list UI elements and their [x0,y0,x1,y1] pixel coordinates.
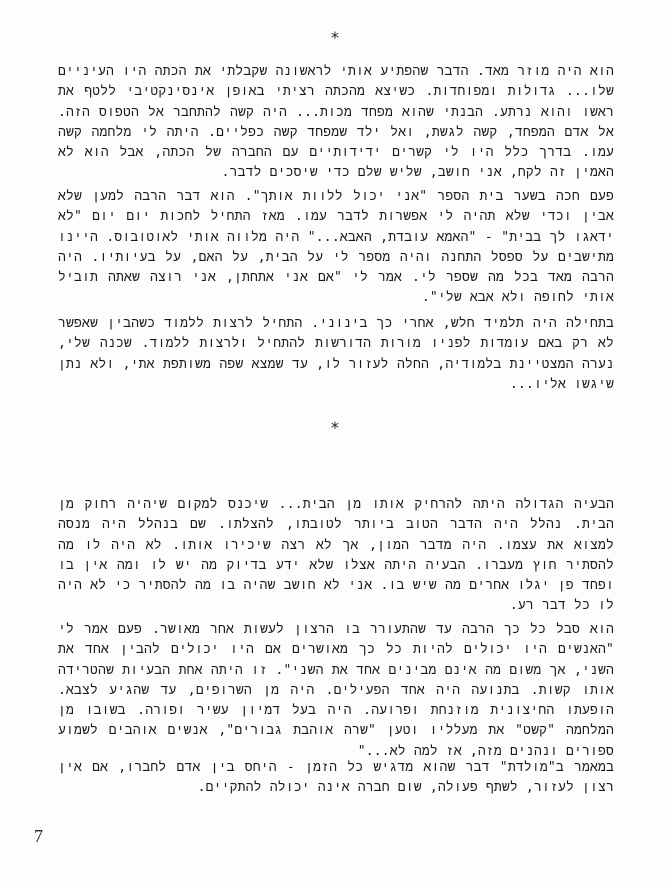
section-separator-middle: * [330,418,340,437]
section-separator-top: * [330,28,340,47]
paragraph-5: הוא סבל כל כך הרבה עד שהתעורר בו הרצון לעשות אחר מאושר. פעם אמר לי "האנשים היו יכולים להיות כל כך מאושרים אם היו יכולים להבין אחד את השני, אך משום מה אינם מבינים אחד את השני". זו היתה אחת הבעיות שהטרידה אותו קשות. בתנועה היה אחד הפעילים. היה מן השרופים, עד שהגיע לצבא. הופעתו החיצונית מוזנחת ופרועה. היה בעל דמיון עשיר ופורה. בשובו מן המלחמה "קשט" את מעלליו וטען "שרה אוהבת גבורים", אנשים אוהבים לשמוע ספורים ונהנים מזה, אז למה לא..." [58,622,614,759]
page-number: 7 [34,826,43,846]
paragraph-2: פעם חכה בשער בית הספר "אני יכול ללוות אותך". הוא דבר הרבה למען שלא אבין וכדי שלא תהיה לי אפשרות לדבר עמו. מאז התחיל לחכות יום יום "לא ידאגו לך בבית" - "האמא עובדת, האבא..." היה מלווה אותי לאוטובוס. היינו מתישבים על ספסל התחנה והיה מספר לי על הבית, על האם, על בעיותיו. היה הרבה מאד בכל מה שספר לי. אמר לי "אם אני אתחתן, אני רוצה שאתה תוביל אותי לחופה ולא אבא שלי". [58,189,614,306]
paragraph-1: הוא היה מוזר מאד. הדבר שהפתיע אותי לראשונה שקבלתי את הכתה היו העיניים שלו... גדולות ומפוחדות. כשיצא מהכתה רציתי באופן אינסינקטיבי ללטף את ראשו והוא נרתע. הבנתי שהוא מפחד מכות... היה קשה להתחבר אל הטפוס הזה. אל אדם המפחד, קשה לגשת, ואל ילד שמפחד קשה כפליים. היתה לי מלחמה קשה עמו. בדרך כלל היו לי קשרים ידידותיים עם החברה של הכתה, אבל הוא לא האמין זה לקח, אני חושב, שליש שלם כדי שיסכים לדבר. [58,64,614,181]
paragraph-4: הבעיה הגדולה היתה להרחיק אותו מן הבית... שיכנס למקום שיהיה רחוק מן הבית. נהלל היה הדבר הטוב ביותר לטובתו, להצלתו. שם בנהלל היה מנסה למצוא את עצמו. היה מדבר המון, אך לא רצה שיכירו אותו. לא היה לו מה להסתיר חוץ מעברו. הבעיה היתה אצלו שלא ידע בדיוק מה יש לו ומה אין בו ופחד פן יגלו אחרים מה שיש בו. אני לא חושב שהיה בו מה להסתיר כי לא היה לו כל דבר רע. [58,497,614,614]
paragraph-3: בתחילה היה תלמיד חלש, אחרי כך בינוני. התחיל לרצות ללמוד כשהבין שאפשר לא רק באם עומדות לפניו מורות הדורשות להתחיל ולרצות ללמוד. שכנה שלי, נערה המצטיינת בלמודיה, החלה לעזור לו, עד שמצא שפה משותפת אתי, ולא נתן שיגשו אליו... [58,316,614,392]
paragraph-6: במאמר ב"מולדת" דבר שהוא מדגיש כל הזמן - היחס בין אדם לחברו, אם אין רצון לעזור, לשתף פעולה, שום חברה אינה יכולה להתקיים. [58,760,614,796]
